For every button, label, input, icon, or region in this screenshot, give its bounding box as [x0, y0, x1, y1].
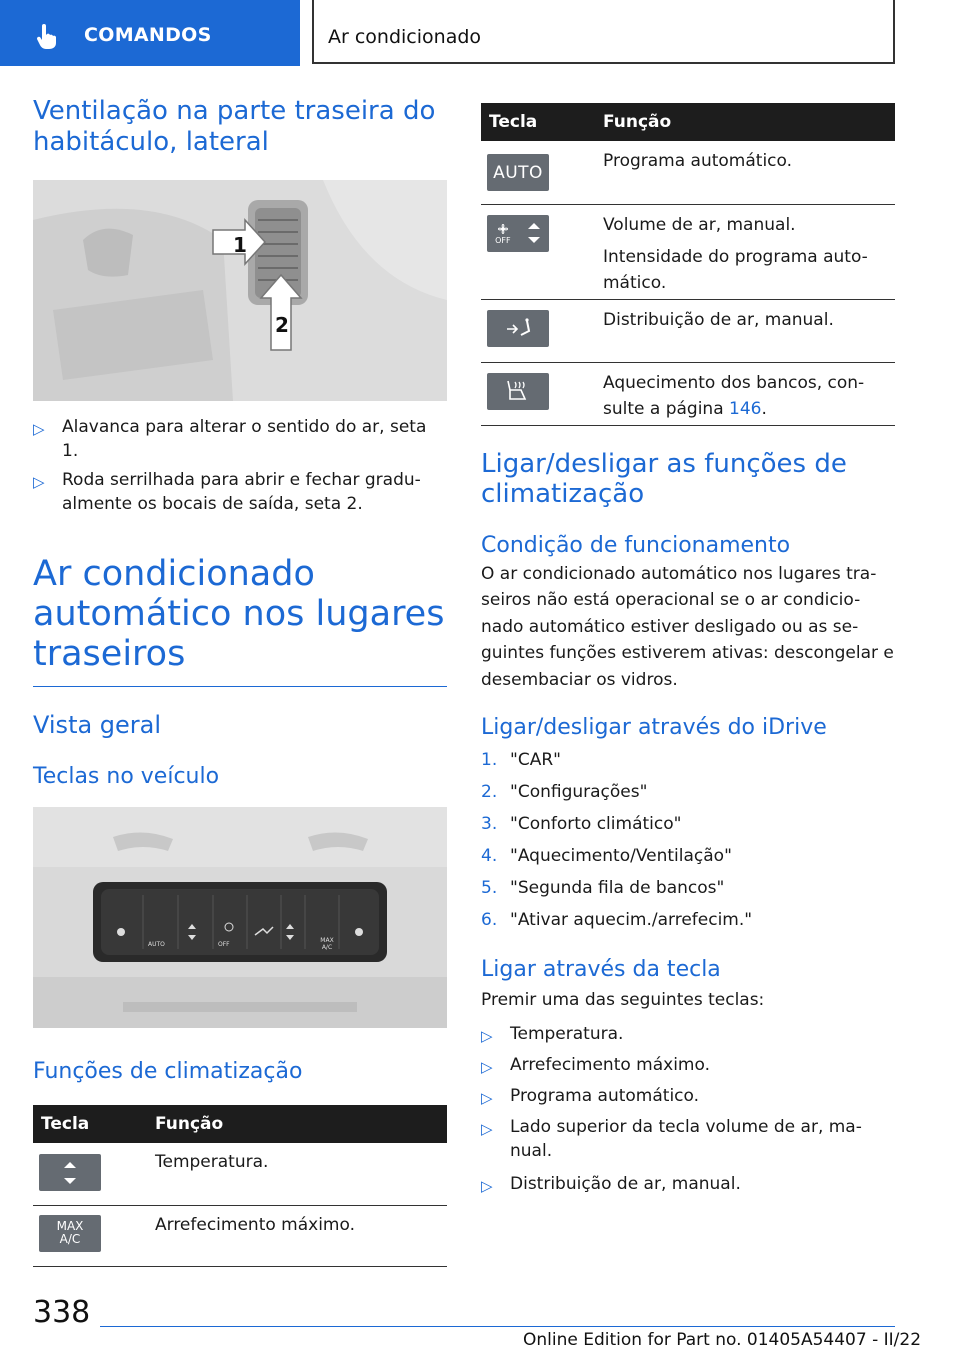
control-panel-illustration — [33, 807, 447, 1028]
photo-rear-vent — [33, 180, 447, 401]
rear-vent-illustration — [33, 180, 447, 401]
section-tab[interactable] — [0, 0, 300, 66]
arrow-label-2: 2 — [275, 313, 289, 337]
table-row — [33, 1143, 447, 1205]
seat-heating-icon — [487, 373, 549, 410]
list-item: ▷ Distribuição de ar, manual. — [481, 1172, 895, 1203]
list-item: ▷ Lado superior da tecla volume de ar, ma-nual. — [481, 1116, 862, 1161]
vent-bullet-list — [33, 415, 447, 518]
key-bullet-list — [481, 1022, 895, 1203]
function-text: Volume de ar, manual. — [603, 214, 796, 235]
triangle-bullet-icon: ▷ — [33, 420, 45, 438]
right-column — [481, 103, 895, 1203]
table-header-row — [33, 1105, 447, 1143]
idrive-steps-list — [481, 748, 895, 940]
panel-off-label: OFF — [218, 941, 230, 948]
table-row — [481, 362, 895, 425]
hand-pointer-icon — [36, 24, 58, 50]
climate-functions-table-left — [33, 1105, 447, 1267]
table-header-row — [481, 103, 895, 141]
column-header-function: Função — [603, 103, 895, 141]
key-intro-text: Premir uma das seguintes teclas: — [481, 990, 765, 1010]
column-header-key: Tecla — [481, 103, 603, 141]
table-row — [33, 1205, 447, 1266]
function-text: Aquecimento dos bancos, con-sulte a página — [603, 372, 865, 419]
triangle-bullet-icon: ▷ — [481, 1026, 493, 1045]
table-row — [481, 141, 895, 204]
heading-rear-automatic-ac: Ar condicionado automático nos lugares traseiros — [33, 554, 445, 674]
heading-rule — [33, 686, 447, 687]
list-item: ▷ Arrefecimento máximo. — [481, 1053, 895, 1084]
function-cell — [603, 204, 895, 299]
table-row — [481, 299, 895, 362]
list-item: 1. "CAR" — [481, 750, 561, 770]
section-title: COMANDOS — [84, 24, 212, 46]
triangle-bullet-icon: ▷ — [481, 1057, 493, 1076]
heading-switch-functions: Ligar/desligar as funções de climatização — [481, 448, 847, 509]
fan-off-icon: OFF — [487, 215, 549, 252]
list-item: ▷ Programa automático. — [481, 1084, 895, 1115]
heading-idrive: Ligar/desligar através do iDrive — [481, 715, 827, 740]
condition-paragraph: O ar condicionado automático nos lugares tra-seiros não está operacional se o ar condicio-nado automático estiver desligado ou as se-guintes funções estiverem ativas: descongelar e desembaciar os vidros. — [481, 563, 894, 690]
function-cell: Aquecimento dos bancos, con-sulte a página 146. — [603, 362, 895, 425]
list-item: 3. "Conforto climático" — [481, 814, 682, 834]
temperature-arrows-icon — [39, 1154, 101, 1191]
triangle-bullet-icon: ▷ — [33, 473, 45, 491]
list-item: ▷ Alavanca para alterar o sentido do ar, seta 1. — [33, 417, 427, 461]
list-item: 2. "Configurações" — [481, 782, 648, 802]
left-column — [33, 96, 447, 1267]
footer-edition: Online Edition for Part no. 01405A54407 - II/22 — [523, 1330, 922, 1350]
panel-max-ac-label: MAX A/C — [320, 937, 334, 951]
page-number: 338 — [33, 1295, 91, 1330]
max-ac-icon: MAX A/C — [39, 1215, 101, 1252]
triangle-bullet-icon: ▷ — [481, 1119, 493, 1138]
photo-rear-control-panel — [33, 807, 447, 1028]
arrow-label-1: 1 — [233, 233, 247, 257]
column-header-function: Função — [155, 1105, 447, 1143]
function-text: Arrefecimento máximo. — [155, 1205, 447, 1266]
function-text: Programa automático. — [603, 141, 895, 204]
function-text-secondary: Intensidade do programa auto-mático. — [603, 246, 868, 293]
heading-climate-functions: Funções de climatização — [33, 1059, 303, 1084]
page-link[interactable]: 146 — [729, 398, 762, 419]
column-header-key: Tecla — [33, 1105, 155, 1143]
chapter-title: Ar condicionado — [328, 26, 482, 48]
panel-auto-label: AUTO — [148, 941, 165, 948]
triangle-bullet-icon: ▷ — [481, 1088, 493, 1107]
footer-rule — [100, 1326, 895, 1327]
heading-switch-on-key: Ligar através da tecla — [481, 957, 721, 982]
heading-ventilation: Ventilação na parte traseira do habitáculo, lateral — [33, 96, 436, 157]
triangle-bullet-icon: ▷ — [481, 1176, 493, 1195]
list-item: ▷ Temperatura. — [481, 1022, 895, 1053]
auto-icon: AUTO — [487, 154, 549, 191]
chapter-tab[interactable] — [312, 0, 895, 64]
function-text: Distribuição de ar, manual. — [603, 299, 895, 362]
list-item: 4. "Aquecimento/Ventilação" — [481, 846, 732, 866]
table-row — [481, 204, 895, 299]
heading-keys-in-vehicle: Teclas no veículo — [33, 764, 220, 789]
list-item: ▷ Roda serrilhada para abrir e fechar gradu-almente os bocais de saída, seta 2. — [33, 470, 421, 514]
heading-operating-condition: Condição de funcionamento — [481, 532, 791, 558]
list-item: 5. "Segunda fila de bancos" — [481, 878, 725, 898]
air-distribution-icon — [487, 310, 549, 347]
function-text: Temperatura. — [155, 1143, 447, 1205]
climate-functions-table-right — [481, 103, 895, 426]
heading-overview: Vista geral — [33, 711, 162, 739]
list-item: 6. "Ativar aquecim./arrefecim." — [481, 910, 753, 930]
